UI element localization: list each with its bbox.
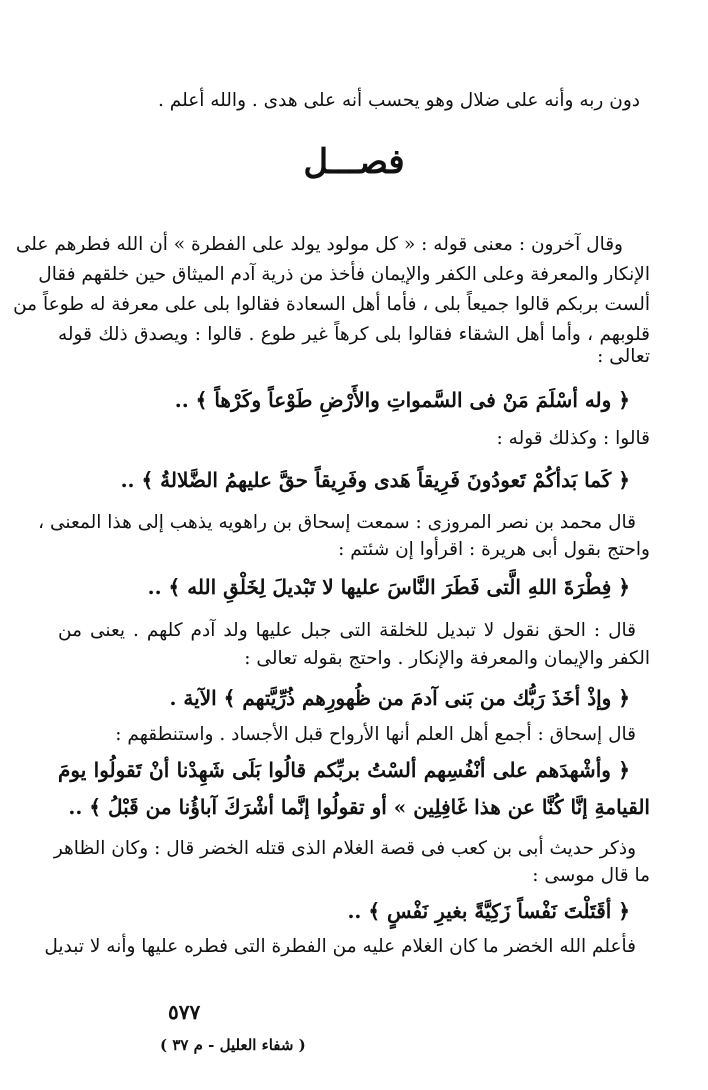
body-line-10: الكفر والإيمان والمعرفة والإنكار . واحتج بقوله تعالى : xyxy=(244,648,650,669)
body-line-2: الإنكار والمعرفة وعلى الكفر والإيمان فأخذ من ذرية آدم الميثاق حين خلقهم فقال xyxy=(38,264,650,285)
body-line-9: قال : الحق نقول لا تبديل للخلقة التى جبل عليها ولد آدم كلهم . يعنى من xyxy=(58,620,636,641)
body-line-1: وقال آخرون : معنى قوله : « كل مولود يولد على الفطرة » أن الله فطرهم على xyxy=(15,234,623,255)
body-line-5: تعالى : xyxy=(597,346,650,367)
body-line-7: قال محمد بن نصر المروزى : سمعت إسحاق بن راهويه يذهب إلى هذا المعنى ، xyxy=(38,512,636,533)
section-title: فصـــل xyxy=(303,142,405,182)
body-line-13: ما قال موسى : xyxy=(532,865,650,886)
page-number: ٥٧٧ xyxy=(168,1000,201,1024)
quran-verse-5a: ﴿ وأشْهدَهم على أنْفُسِهم ألسْتُ بربِّكم قالُوا بَلَى شَهِدْنا أنْ تَقولُوا يومَ xyxy=(58,758,630,782)
body-line-4: قلوبهم ، وأما أهل الشقاء فقالوا بلى كرهاً غير طوع . قالوا : ويصدق ذلك قوله xyxy=(58,324,650,345)
body-line-3: ألست بربكم قالوا جميعاً بلى ، فأما أهل السعادة فقالوا بلى على معرفة له طوعاً من xyxy=(13,294,650,315)
intro-line: دون ربه وأنه على ضلال وهو يحسب أنه على هدى . والله أعلم . xyxy=(158,90,640,111)
body-line-6: قالوا : وكذلك قوله : xyxy=(496,428,650,449)
quran-verse-3: ﴿ فِطْرَةَ اللهِ الَّتى فَطَرَ النَّاسَ عليها لا تَبْديلَ لِخَلْقِ الله ﴾ .. xyxy=(147,575,630,599)
quran-verse-1: ﴿ وله أسْلَمَ مَنْ فى السَّمواتِ والأَرْضِ طَوْعاً وكَرْهاً ﴾ .. xyxy=(174,388,630,412)
quran-verse-5b: القيامةِ إنَّا كُنَّا عن هذا غَافِلِين » أو تقولُوا إنَّما أشْرَكَ آباؤُنا من قَبْلُ ﴾ .. xyxy=(68,795,650,819)
body-line-11: قال إسحاق : أجمع أهل العلم أنها الأرواح قبل الأجساد . واستنطقهم : xyxy=(115,724,636,745)
book-footer: ( شفاء العليل - م ٣٧ ) xyxy=(160,1036,306,1054)
body-line-12: وذكر حديث أبى بن كعب فى قصة الغلام الذى قتله الخضر قال : وكان الظاهر xyxy=(53,838,636,859)
body-line-8: واحتج بقول أبى هريرة : اقرأوا إن شئتم : xyxy=(338,539,650,560)
quran-verse-4: ﴿ وإذْ أخَذَ رَبُّك من بَنى آدمَ من ظُهورِهم ذُرِّيَّتهم ﴾ الآية . xyxy=(169,686,630,710)
quran-verse-2: ﴿ كَما بَدأكُمْ تَعودُونَ فَرِيقاً هَدى وفَرِيقاً حقَّ عليهمُ الضَّلالةُ ﴾ .. xyxy=(120,468,630,492)
quran-verse-6: ﴿ أقَتَلْتَ نَفْساً زَكِيَّةً بغيرِ نَفْسٍ ﴾ .. xyxy=(347,899,630,923)
body-line-14: فأعلم الله الخضر ما كان الغلام عليه من الفطرة التى فطره عليها وأنه لا تبديل xyxy=(44,936,636,957)
